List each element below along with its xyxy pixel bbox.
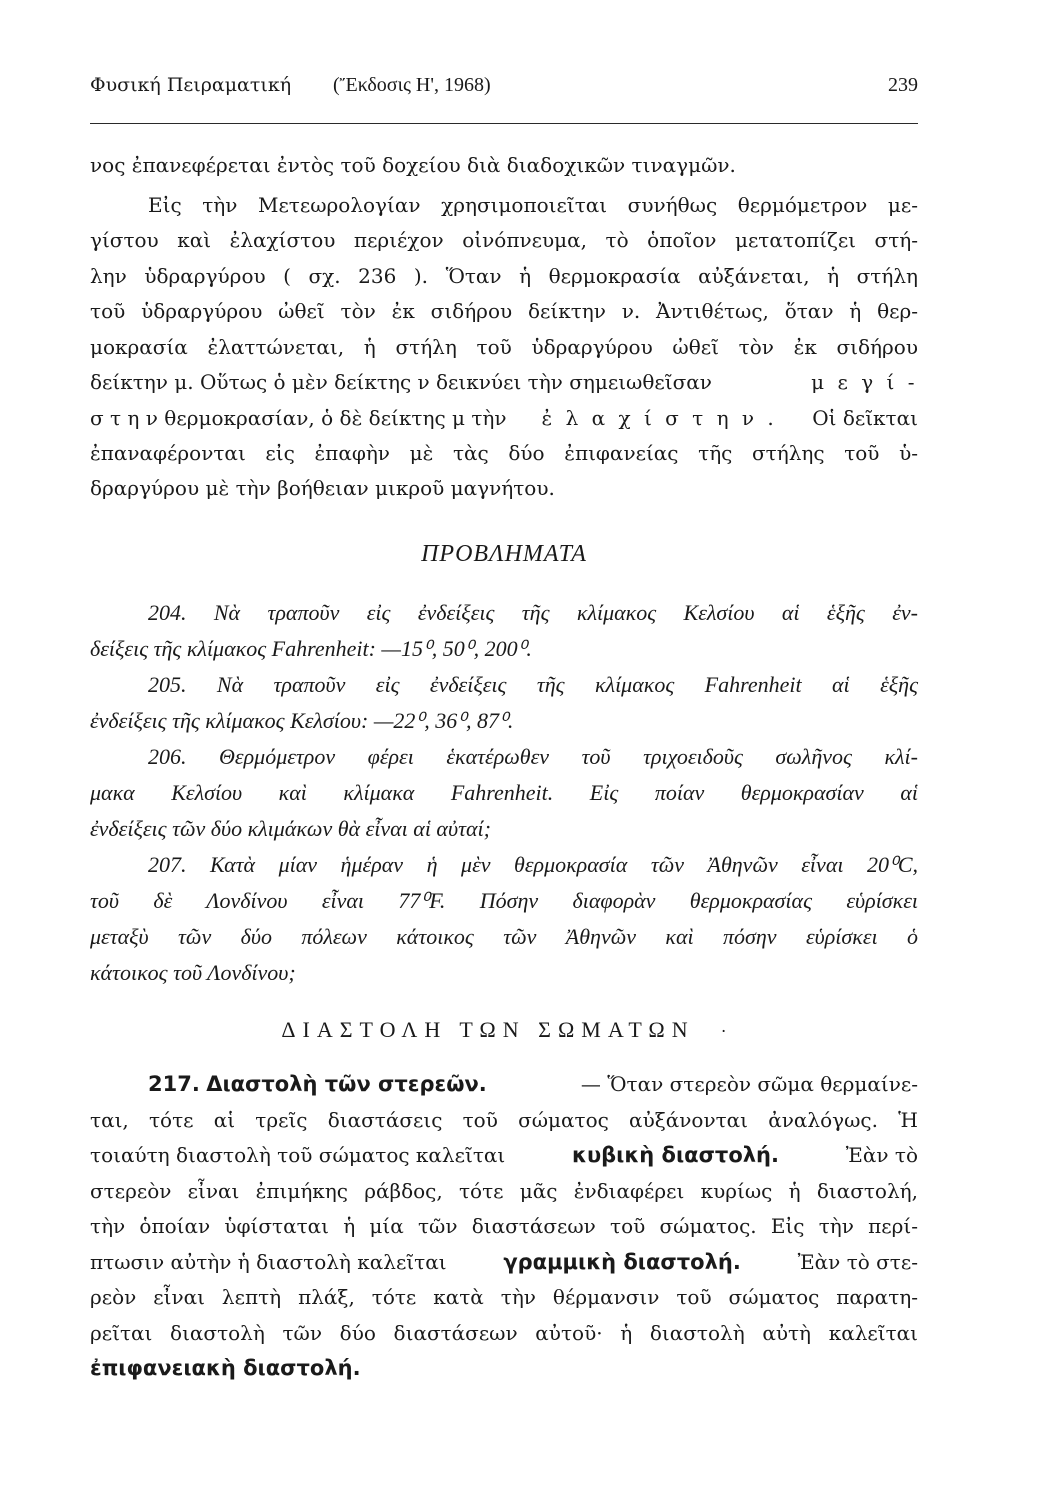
text-line: στερεὸν εἶναι ἐπιμήκης ράβδος, τότε μᾶς ἐνδιαφέρει κυρίως ἡ διαστολή, — [90, 1179, 918, 1203]
spaced-word: μ ε γ ί - — [811, 370, 918, 394]
problem-line: 204. Νὰ τραποῦν εἰς ἐνδείξεις τῆς κλίμακος Κελσίου αἱ ἑξῆς ἐν- — [148, 600, 918, 625]
text-line: ρεῖται διαστολὴ τῶν δύο διαστάσεων αὐτοῦ· ἡ διαστολὴ αὐτὴ καλεῖται — [90, 1321, 918, 1345]
term-surface: ἐπιφανειακὴ διαστολή. — [90, 1356, 361, 1380]
text-line — [90, 1353, 918, 1383]
term-cubic: κυβικὴ διαστολή. — [572, 1143, 779, 1167]
problem-line: μεταξὺ τῶν δύο πόλεων κάτοικος τῶν Ἀθηνῶν καὶ πόσην εὑρίσκει ὁ — [90, 924, 918, 949]
problem-line: τοῦ δὲ Λονδίνου εἶναι 77⁰F. Πόσην διαφορὰν θερμοκρασίας εὑρίσκει — [90, 888, 918, 913]
section-heading — [148, 1069, 487, 1099]
text-span: δείκτην μ. Οὕτως ὁ μὲν δείκτης ν δεικνύει τὴν σημειωθεῖσαν — [90, 370, 712, 394]
text-line: ρεὸν εἶναι λεπτὴ πλάξ, τότε κατὰ τὴν θέρμανσιν τοῦ σώματος παρατη- — [90, 1285, 918, 1309]
chapter-heading — [90, 1017, 918, 1043]
text-line: ἐπαναφέρονται εἰς ἐπαφὴν μὲ τὰς δύο ἐπιφανείας τῆς στήλης τοῦ ὑ- — [90, 441, 918, 465]
problem-line: 205. Νὰ τραποῦν εἰς ἐνδείξεις τῆς κλίμακος Fahrenheit αἱ ἑξῆς — [148, 672, 918, 697]
text-span: Ἐὰν τὸ — [845, 1143, 918, 1167]
spaced-word: ἐ λ α χ ί σ τ η ν . — [541, 406, 778, 430]
problem-line: μακα Κελσίου καὶ κλίμακα Fahrenheit. Εἰς ποίαν θερμοκρασίαν αἱ — [90, 780, 918, 805]
problem-line: κάτοικος τοῦ Λονδίνου; — [90, 960, 296, 985]
text-line: ται, τότε αἱ τρεῖς διαστάσεις τοῦ σώματος αὐξάνονται ἀναλόγως. Ἡ — [90, 1108, 918, 1132]
book-title: Φυσική Πειραματική — [90, 74, 292, 96]
term-linear: γραμμικὴ διαστολή. — [503, 1250, 741, 1274]
edition-label: (Ἔκδοσις Η', 1968) — [333, 74, 491, 96]
problem-line: ἐνδείξεις τῆς κλίμακος Κελσίου: —22⁰, 36⁰, 87⁰. — [90, 708, 514, 733]
section-title: Διαστολὴ τῶν στερεῶν. — [206, 1072, 487, 1096]
text-line: τοῦ ὑδραργύρου ὠθεῖ τὸν ἐκ σιδήρου δείκτην ν. Ἀντιθέτως, ὅταν ἡ θερ- — [90, 299, 918, 323]
text-line: μοκρασία ἐλαττώνεται, ἡ στήλη τοῦ ὑδραργύρου ὠθεῖ τὸν ἐκ σιδήρου — [90, 335, 918, 359]
text-line: λην ὑδραργύρου ( σχ. 236 ). Ὅταν ἡ θερμοκρασία αὐξάνεται, ἡ στήλη — [90, 264, 918, 288]
text-span: πτωσιν αὐτὴν ἡ διαστολὴ καλεῖται — [90, 1250, 447, 1274]
text-line: Εἰς τὴν Μετεωρολογίαν χρησιμοποιεῖται συνήθως θερμόμετρον με- — [148, 193, 918, 217]
problems-title: ΠΡΟΒΛΗΜΑΤΑ — [421, 541, 587, 567]
text-line — [90, 403, 918, 433]
header-rule — [90, 123, 918, 124]
problem-line: 207. Κατὰ μίαν ἡμέραν ἡ μὲν θερμοκρασία τῶν Ἀθηνῶν εἶναι 20⁰C, — [148, 852, 918, 877]
text-line: γίστου καὶ ἐλαχίστου περιέχον οἰνόπνευμα, τὸ ὁποῖον μετατοπίζει στή- — [90, 228, 918, 252]
text-line: δραργύρου μὲ τὴν βοήθειαν μικροῦ μαγνήτου. — [90, 476, 555, 500]
book-page — [90, 0, 918, 1500]
section-first-line — [148, 1069, 918, 1099]
text-span: Οἱ δεῖκται — [812, 406, 918, 430]
text-line — [90, 367, 918, 397]
chapter-mark: · — [720, 1021, 727, 1041]
text-span: σ τ η ν θερμοκρασίαν, ὁ δὲ δείκτης μ τὴν — [90, 406, 507, 430]
chapter-title: ΔΙΑΣΤΟΛΗ ΤΩΝ ΣΩΜΑΤΩΝ — [281, 1017, 695, 1042]
text-line — [90, 1140, 918, 1170]
problem-line: δείξεις τῆς κλίμακος Fahrenheit: —15⁰, 50⁰, 200⁰. — [90, 636, 532, 661]
text-span: — Ὅταν στερεὸν σῶμα θερμαίνε- — [580, 1072, 918, 1096]
text-span: τοιαύτη διαστολὴ τοῦ σώματος καλεῖται — [90, 1143, 506, 1167]
text-line — [90, 1247, 918, 1277]
text-span: Ἐὰν τὸ στε- — [797, 1250, 918, 1274]
running-header — [90, 74, 918, 104]
text-line: νος ἐπανεφέρεται ἐντὸς τοῦ δοχείου διὰ διαδοχικῶν τιναγμῶν. — [90, 153, 736, 177]
page-number: 239 — [888, 74, 918, 96]
text-line: τὴν ὁποίαν ὑφίσταται ἡ μία τῶν διαστάσεων τοῦ σώματος. Εἰς τὴν περί- — [90, 1214, 918, 1238]
section-number: 217. — [148, 1072, 200, 1096]
problem-line: 206. Θερμόμετρον φέρει ἑκατέρωθεν τοῦ τριχοειδοῦς σωλῆνος κλί- — [148, 744, 918, 769]
problem-line: ἐνδείξεις τῶν δύο κλιμάκων θὰ εἶναι αἱ αὐταί; — [90, 816, 491, 841]
